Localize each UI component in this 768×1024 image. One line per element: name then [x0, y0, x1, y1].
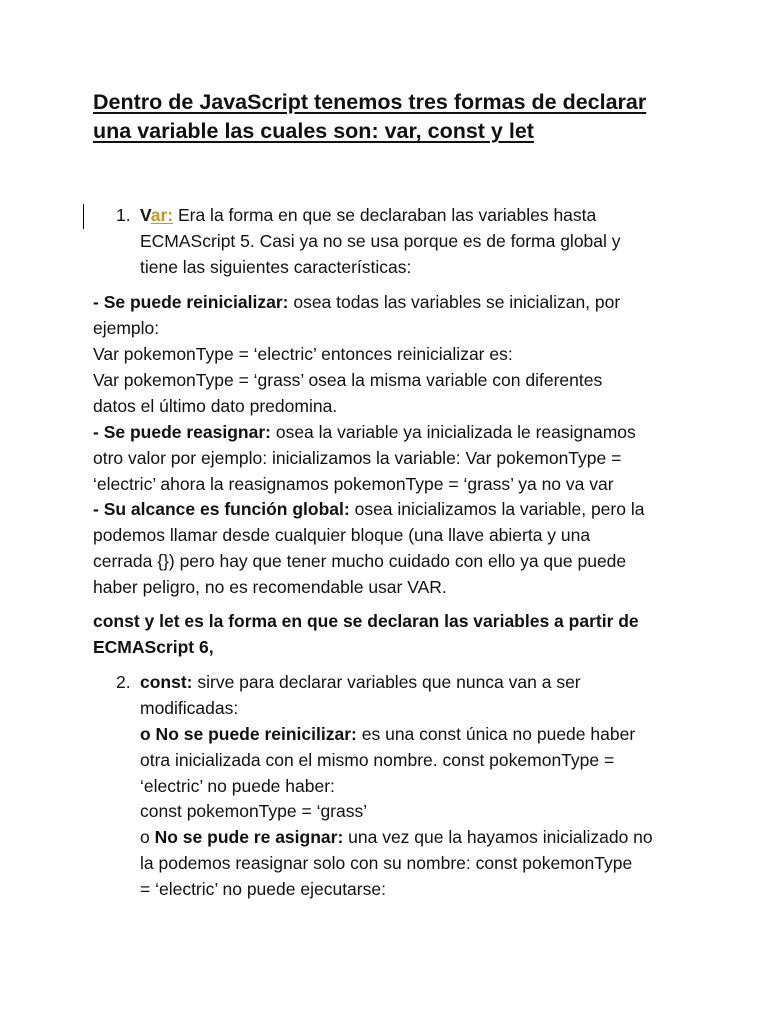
bullet-reinicializar-text: osea todas las variables se inicializan, por [288, 292, 621, 312]
document-title [93, 88, 693, 146]
sub-reasignar-text: una vez que la hayamos inicializado no [343, 827, 653, 847]
sub-reasignar-label: No se pude re asignar: [154, 827, 344, 847]
text-cursor [83, 204, 84, 229]
paragraph-line: haber peligro, no es recomendable usar VAR. [93, 577, 447, 597]
paragraph-line: ‘electric’ ahora la reasignamos pokemonType = ‘grass’ ya no va var [93, 474, 614, 494]
item1-text: Era la forma en que se declaraban las variables hasta [173, 205, 597, 225]
list-number-1: 1. [116, 205, 131, 225]
sub-line: = ‘electric’ no puede ejecutarse: [140, 879, 386, 899]
section2-line-1: const y let es la forma en que se declaran las variables a partir de [93, 611, 639, 631]
item1-line-3: tiene las siguientes características: [140, 257, 412, 277]
item2-line-1 [140, 670, 581, 696]
bullet-reasignar [93, 420, 636, 446]
paragraph-line: ejemplo: [93, 318, 160, 338]
bullet-alcance-text: osea inicializamos la variable, pero la [349, 499, 645, 519]
bullet-alcance-label: - Su alcance es función global: [93, 499, 350, 519]
bullet-reasignar-label: - Se puede reasignar: [93, 422, 271, 442]
sub-line: ‘electric’ no puede haber: [140, 776, 335, 796]
paragraph-line: podemos llamar desde cualquier bloque (una llave abierta y una [93, 525, 591, 545]
sub-bullet-o: o [140, 827, 155, 847]
item1-line-2: ECMAScript 5. Casi ya no se usa porque es de forma global y [140, 231, 621, 251]
sub-line: const pokemonType = ‘grass’ [140, 801, 368, 821]
paragraph-line: otro valor por ejemplo: inicializamos la variable: Var pokemonType = [93, 448, 622, 468]
example-line-3: datos el último dato predomina. [93, 396, 338, 416]
item2-text: sirve para declarar variables que nunca van a ser [192, 672, 581, 692]
title-line-1: Dentro de JavaScript tenemos tres formas de declarar [93, 90, 647, 114]
bullet-reasignar-text: osea la variable ya inicializada le reasignamos [270, 422, 636, 442]
sub-reinicilizar [140, 722, 635, 748]
title-line-2: una variable las cuales son: var, const y let [93, 119, 534, 143]
item1-line-1 [140, 203, 596, 229]
sub-line: otra inicializada con el mismo nombre. const pokemonType = [140, 750, 615, 770]
sub-reasignar [140, 825, 653, 851]
var-letter: V [140, 205, 151, 225]
sub-reinicilizar-text: es una const única no puede haber [356, 724, 636, 744]
example-line-2: Var pokemonType = ‘grass’ osea la misma variable con diferentes [93, 370, 603, 390]
const-label: const: [140, 672, 193, 692]
var-keyword: ar: [150, 205, 174, 225]
list-number-2: 2. [116, 672, 131, 692]
sub-line: la podemos reasignar solo con su nombre: const pokemonType [140, 853, 633, 873]
bullet-alcance [93, 497, 644, 523]
item2-line-2: modificadas: [140, 698, 239, 718]
section2-line-2: ECMAScript 6, [93, 637, 214, 657]
paragraph-line: cerrada {}) pero hay que tener mucho cuidado con ello ya que puede [93, 551, 627, 571]
bullet-reinicializar [93, 290, 620, 316]
bullet-reinicializar-label: - Se puede reinicializar: [93, 292, 289, 312]
sub-reinicilizar-label: o No se puede reinicilizar: [140, 724, 357, 744]
example-line-1: Var pokemonType = ‘electric’ entonces reinicializar es: [93, 344, 513, 364]
